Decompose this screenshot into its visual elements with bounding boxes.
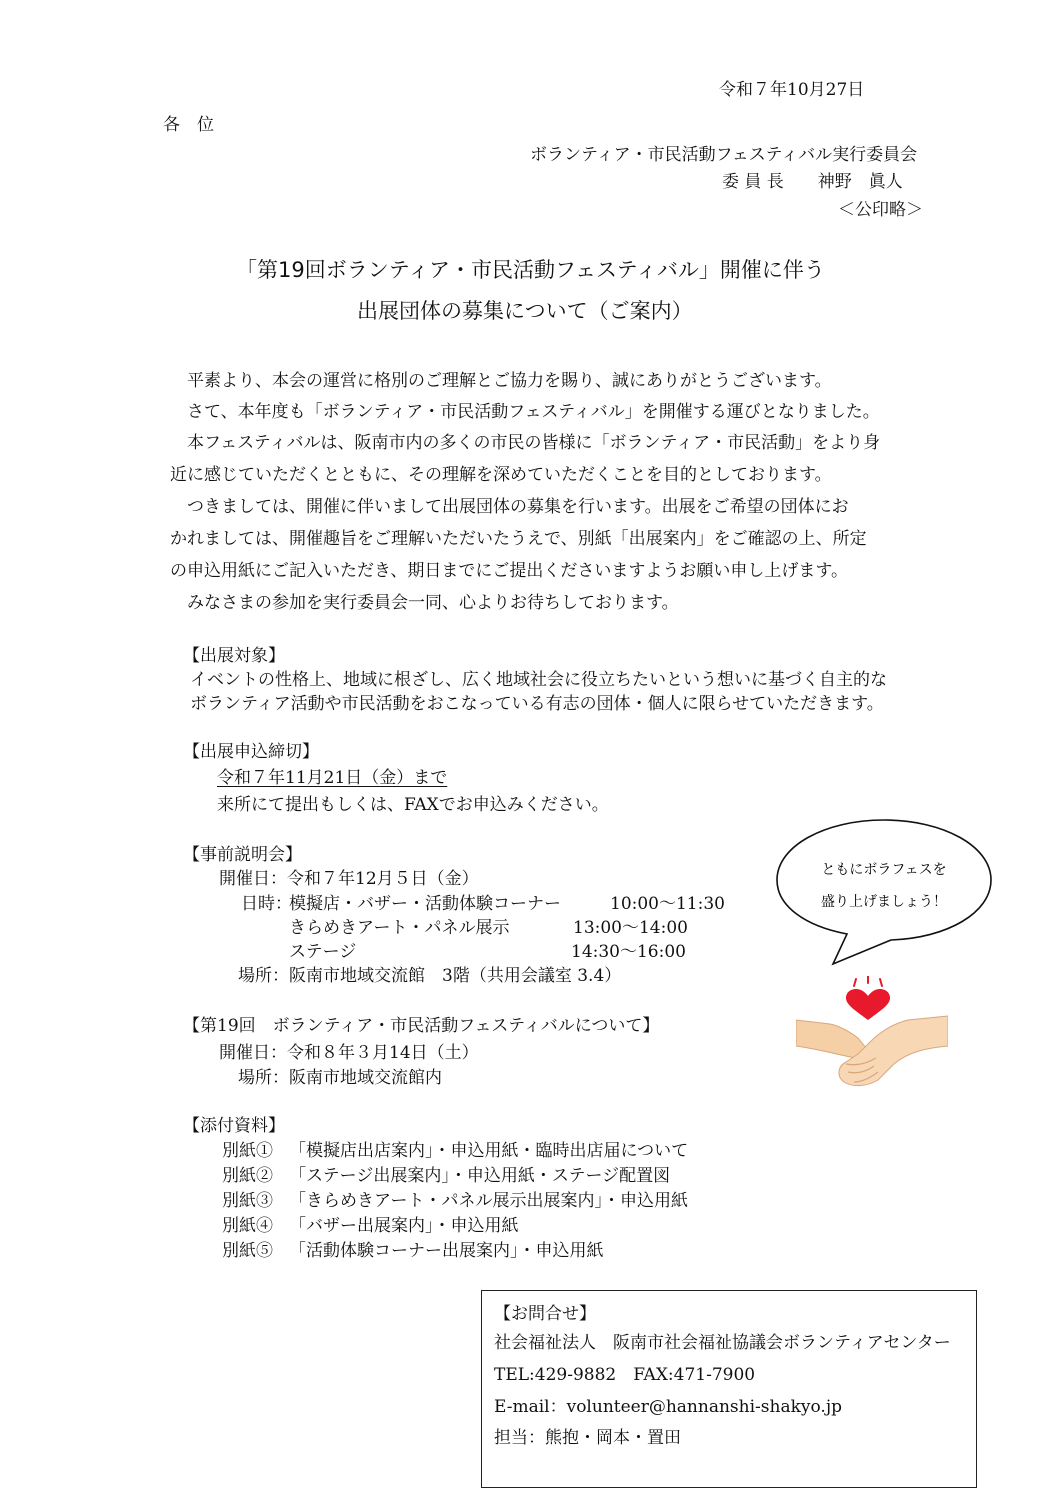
body-line: かれましては、開催趣旨をご理解いただいたうえで、別紙「出展案内」をご確認の上、所定 <box>170 529 867 549</box>
deadline-date: 令和７年11月21日（金）まで <box>217 768 448 788</box>
attachment-text: 「バザー出展案内」・申込用紙 <box>289 1216 519 1236</box>
document-title-line2: 出展団体の募集について（ご案内） <box>357 299 693 323</box>
sender-organization: ボランティア・市民活動フェスティバル実行委員会 <box>530 145 918 165</box>
attachment-label: 別紙② <box>222 1166 273 1186</box>
contact-tel-fax: TEL:429-9882 FAX:471-7900 <box>494 1365 756 1385</box>
deadline-note: 来所にて提出もしくは、FAXでお申込みください。 <box>217 795 609 815</box>
festival-date: 開催日：令和８年３月14日（土） <box>219 1043 479 1063</box>
left-arm <box>796 1020 866 1058</box>
attachment-text: 「ステージ出展案内」・申込用紙・ステージ配置図 <box>289 1166 671 1186</box>
seal-omitted-note: ＜公印略＞ <box>838 200 923 220</box>
bubble-text-line2: 盛り上げましょう！ <box>821 894 947 910</box>
contact-staff: 担当：熊抱・岡本・置田 <box>494 1428 681 1448</box>
attachment-label: 別紙④ <box>222 1216 273 1236</box>
attachment-text: 「活動体験コーナー出展案内」・申込用紙 <box>289 1241 604 1261</box>
attachment-label: 別紙③ <box>222 1191 273 1211</box>
attachments-heading: 【添付資料】 <box>183 1116 285 1136</box>
briefing-session-time: 10:00～11:30 <box>610 894 725 914</box>
attachment-text: 「きらめきアート・パネル展示出展案内」・申込用紙 <box>289 1191 688 1211</box>
briefing-session-time: 13:00～14:00 <box>573 918 688 938</box>
contact-box <box>481 1290 977 1488</box>
attachment-text: 「模擬店出店案内」・申込用紙・臨時出店届について <box>289 1141 689 1161</box>
attachment-label: 別紙① <box>222 1141 273 1161</box>
sender-chair: 委 員 長 神野 眞人 <box>722 172 903 192</box>
briefing-session-name: 模擬店・バザー・活動体験コーナー <box>289 894 561 914</box>
contact-email[interactable]: E-mail：volunteer@hannanshi-shakyo.jp <box>494 1397 842 1417</box>
briefing-date: 開催日：令和７年12月５日（金） <box>219 869 479 889</box>
bubble-text-line1: ともにボラフェスを <box>821 862 947 878</box>
briefing-place: 場所：阪南市地域交流館 3階（共用会議室 3.4） <box>238 966 622 986</box>
body-paragraphs <box>170 366 930 626</box>
festival-heading: 【第19回 ボランティア・市民活動フェスティバルについて】 <box>183 1016 660 1036</box>
deadline-heading: 【出展申込締切】 <box>183 742 319 762</box>
document-date: 令和７年10月27日 <box>719 80 865 100</box>
document-title-line1: 「第19回ボランティア・市民活動フェスティバル」開催に伴う <box>236 258 825 282</box>
target-line: ボランティア活動や市民活動をおこなっている有志の団体・個人に限らせていただきます。 <box>190 694 884 714</box>
briefing-session-time: 14:30～16:00 <box>571 942 686 962</box>
heart-icon <box>846 989 890 1020</box>
body-line: 近に感じていただくとともに、その理解を深めていただくことを目的としております。 <box>170 465 832 485</box>
briefing-session-name: きらめきアート・パネル展示 <box>289 918 510 938</box>
body-line: つきましては、開催に伴いまして出展団体の募集を行います。出展をご希望の団体にお <box>170 497 849 517</box>
speech-bubble <box>775 818 993 966</box>
body-line: の申込用紙にご記入いただき、期日までにご提出くださいますようお願い申し上げます。 <box>170 561 848 581</box>
briefing-time-label: 日時： <box>241 894 292 914</box>
contact-organization: 社会福祉法人 阪南市社会福祉協議会ボランティアセンター <box>494 1333 951 1353</box>
body-line: さて、本年度も「ボランティア・市民活動フェスティバル」を開催する運びとなりました。 <box>170 402 880 422</box>
target-line: イベントの性格上、地域に根ざし、広く地域社会に役立ちたいという想いに基づく自主的な <box>190 670 887 690</box>
handshake-heart-icon <box>796 976 948 1106</box>
festival-place: 場所：阪南市地域交流館内 <box>238 1068 442 1088</box>
body-line: 平素より、本会の運営に格別のご理解とご協力を賜り、誠にありがとうございます。 <box>170 371 832 391</box>
addressee: 各 位 <box>163 115 214 135</box>
sparkle-lines <box>854 976 882 986</box>
body-line: みなさまの参加を実行委員会一同、心よりお待ちしております。 <box>170 593 679 613</box>
briefing-session-name: ステージ <box>289 942 357 962</box>
briefing-heading: 【事前説明会】 <box>183 845 302 865</box>
body-line: 本フェスティバルは、阪南市内の多くの市民の皆様に「ボランティア・市民活動」をより身 <box>170 433 881 453</box>
contact-heading: 【お問合せ】 <box>494 1304 596 1324</box>
attachment-label: 別紙⑤ <box>222 1241 273 1261</box>
target-heading: 【出展対象】 <box>183 646 285 666</box>
